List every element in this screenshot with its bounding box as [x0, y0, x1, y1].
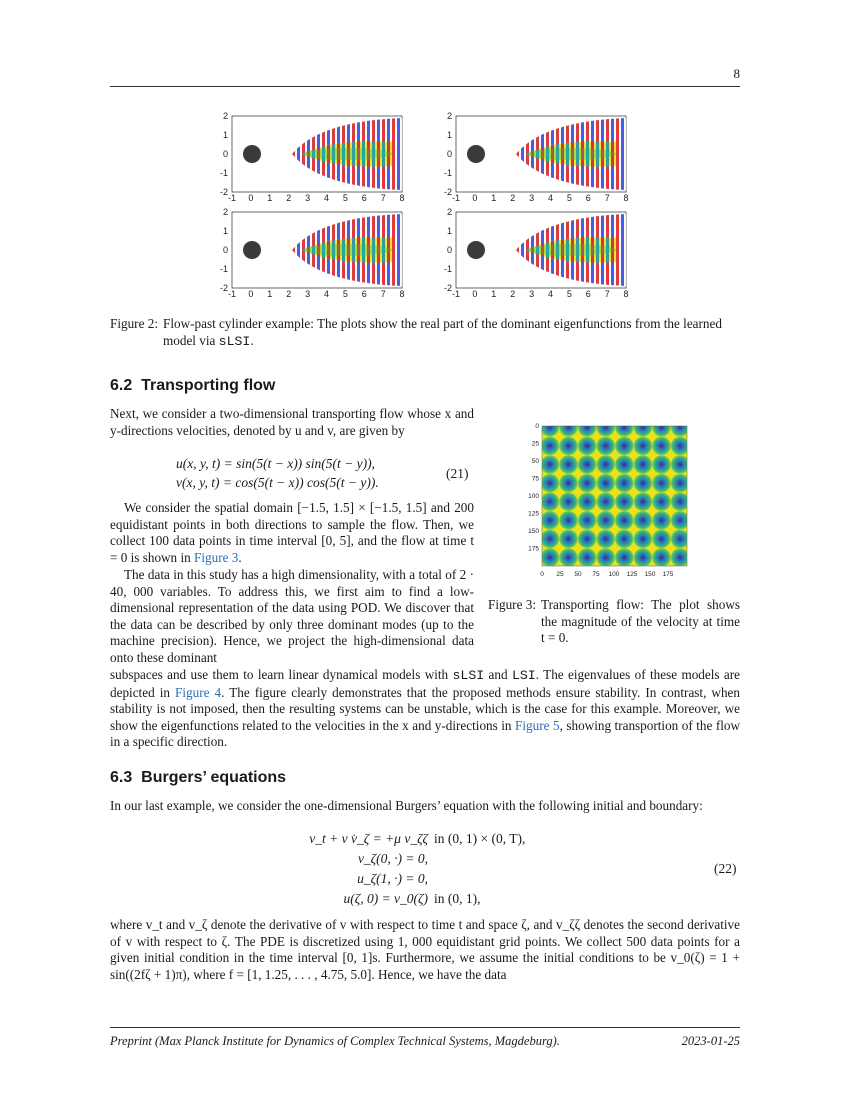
header-rule — [110, 86, 740, 87]
figure-5-link[interactable]: Figure 5 — [515, 717, 560, 733]
xtick: 2 — [286, 193, 292, 203]
equation-22-line-3: u_ζ(1, ·) = 0, — [357, 871, 428, 886]
equation-21-line-1: u(x, y, t) = sin(5(t − x)) sin(5(t − y)), — [176, 456, 376, 471]
xtick: 1 — [491, 193, 497, 203]
equation-22-line-4-rhs: in (0, 1), — [434, 891, 481, 906]
plot-bottom-right — [456, 212, 626, 288]
fig3-yticks — [528, 423, 539, 553]
footer-date: 2023-01-25 — [681, 1034, 740, 1048]
equation-21-number: (21) — [446, 466, 469, 481]
ytick: -2 — [443, 187, 452, 197]
xtick: 3 — [529, 193, 535, 203]
ytick: 125 — [528, 510, 539, 518]
section-6-3-paragraph-1: In our last example, we consider the one-dimensional Burgers’ equation with the following initial and boundary: — [110, 798, 703, 813]
page-number: 8 — [733, 66, 740, 81]
figure-3-caption — [488, 597, 740, 647]
xtick: 125 — [626, 571, 638, 578]
xtick: 0 — [472, 193, 478, 203]
xtick: 6 — [361, 289, 367, 299]
xtick: 0 — [248, 193, 254, 203]
xtick: 7 — [380, 193, 386, 203]
xtick: 175 — [662, 571, 674, 578]
xtick: 3 — [305, 193, 311, 203]
section-number: 6.3 — [110, 769, 133, 786]
caption-text: Transporting flow: The plot shows the magnitude of the velocity at time t = 0. — [541, 597, 740, 646]
caption-body — [163, 316, 740, 350]
caption-end: . — [250, 332, 254, 348]
section-6-3-heading — [110, 769, 286, 787]
equation-22-line-1-lhs: v_t + v v̇_ζ = +μ v_ζζ — [309, 831, 428, 846]
figure-2 — [220, 110, 640, 305]
xtick: 4 — [547, 193, 554, 203]
xtick: 5 — [566, 289, 572, 299]
xtick: 1 — [267, 193, 273, 203]
figure-2-caption — [110, 316, 740, 350]
figure-3-heatmap — [522, 418, 692, 583]
ytick: -2 — [220, 283, 228, 293]
ytick: 1 — [222, 130, 228, 140]
xtick: 6 — [585, 193, 591, 203]
p2-end: . — [238, 549, 242, 565]
ytick: 0 — [446, 149, 452, 159]
xtick: 0 — [248, 289, 254, 299]
footer-left: Preprint (Max Planck Institute for Dynamics of Complex Technical Systems, Magdeburg). — [110, 1034, 560, 1048]
section-title: Transporting flow — [141, 377, 276, 394]
ytick: 1 — [446, 130, 452, 140]
xtick: 50 — [574, 571, 582, 578]
xtick: 6 — [361, 193, 367, 203]
plot-bottom-left — [232, 212, 402, 288]
ytick: 1 — [446, 226, 452, 236]
ytick: 25 — [531, 440, 539, 448]
ytick: 0 — [535, 423, 539, 430]
fig3-xticks — [540, 571, 674, 578]
xtick: 150 — [644, 571, 656, 578]
p3b-text-2: and — [488, 667, 508, 682]
section-6-2-heading — [110, 377, 275, 395]
xtick: 0 — [472, 289, 478, 299]
xtick: 3 — [529, 289, 535, 299]
xtick: 25 — [556, 571, 564, 578]
plot-top-left — [232, 116, 402, 192]
section-6-2-paragraph-3a: The data in this study has a high dimensionality, with a total of 2 · 40, 000 variables. To address this, we first aim to find a low-dimensional representation of the data using POD. We discover that the data can be described by only three dominant modes (up to the machine precision). Hence, we project the high-dimensional data onto these dominant — [110, 567, 474, 665]
xtick: 7 — [604, 193, 610, 203]
ytick: 2 — [446, 207, 452, 217]
equation-22-line-4-lhs: u(ζ, 0) = v_0(ζ) — [343, 891, 428, 906]
caption-label: Figure 2: — [110, 316, 158, 331]
ytick: 0 — [446, 245, 452, 255]
xtick: 5 — [342, 193, 348, 203]
xtick: 2 — [286, 289, 292, 299]
p3b-code-lsi: LSI — [511, 668, 536, 683]
xtick: 8 — [399, 193, 405, 203]
ytick: 2 — [446, 111, 452, 121]
xtick: 8 — [623, 193, 629, 203]
xtick: 7 — [604, 289, 610, 299]
xtick: -1 — [227, 289, 237, 299]
p2-text: We consider the spatial domain [−1.5, 1.5] × [−1.5, 1.5] and 200 equidistant points in both directions to sample the flow. Then, we collect 100 data points in time interval [0, 5], and the flow at time t = 0 is shown in — [110, 500, 474, 565]
xtick: 7 — [380, 289, 386, 299]
p3b-text-1: subspaces and use them to learn linear dynamical models with — [110, 667, 449, 682]
figure-4-link[interactable]: Figure 4 — [175, 684, 222, 700]
ytick: 0 — [222, 149, 228, 159]
xtick: 1 — [267, 289, 273, 299]
xtick: 1 — [491, 289, 497, 299]
xtick: 4 — [323, 193, 330, 203]
section-title: Burgers’ equations — [141, 769, 287, 786]
equation-22-number: (22) — [714, 861, 737, 876]
xtick: 3 — [305, 289, 311, 299]
section-number: 6.2 — [110, 377, 133, 394]
figure-2-plots — [220, 110, 640, 305]
section-6-2-paragraph-1: Next, we consider a two-dimensional transporting flow whose x and y-directions velocities, denoted by u and v, are given by — [110, 406, 474, 438]
ytick: -2 — [443, 283, 452, 293]
fig2-yticks-left — [220, 111, 228, 293]
ytick: 2 — [222, 207, 228, 217]
plot-top-right — [456, 116, 626, 192]
xtick: 5 — [566, 193, 572, 203]
p3b-code-slsi: sLSI — [452, 668, 485, 683]
xtick: 75 — [592, 571, 600, 578]
heatmap-area — [542, 426, 687, 566]
caption-text: Flow-past cylinder example: The plots show the real part of the dominant eigenfunctions from the learned model via — [163, 316, 722, 348]
xtick: 5 — [342, 289, 348, 299]
section-6-2-paragraph-2 — [110, 500, 474, 566]
equation-22-line-2: v_ζ(0, ·) = 0, — [357, 851, 428, 866]
equation-21-line-2: v(x, y, t) = cos(5(t − x)) cos(5(t − y)). — [176, 475, 379, 490]
xtick: 2 — [510, 193, 516, 203]
ytick: -2 — [220, 187, 228, 197]
xtick: 2 — [510, 289, 516, 299]
section-6-3-paragraph-2: where v_t and v_ζ denote the derivative of v with respect to time t and space ζ, and v_ζζ denotes the second derivative of v with respect to ζ. The PDE is discretized using 1, 000 equidistant grid points. We collect 500 data points for a given initial condition in the time interval [0, 1]s. Furthermore, we assume the initial conditions to be v_0(ζ) = 1 + sin((2fζ + 1)π), where f = [1, 1.25, . . . , 4.75, 5.0]. Hence, we have the data — [110, 917, 740, 982]
xtick: -1 — [451, 193, 461, 203]
p3b-text-5: , showing transportion of the flow in a specific direction. — [110, 717, 741, 750]
xtick: 4 — [547, 289, 554, 299]
xtick: -1 — [451, 289, 461, 299]
figure-3 — [522, 418, 692, 583]
footer-rule — [110, 1027, 740, 1028]
ytick: -1 — [443, 264, 452, 274]
ytick: 0 — [222, 245, 228, 255]
ytick: 75 — [531, 475, 539, 483]
xtick: -1 — [227, 193, 237, 203]
ytick: 1 — [222, 226, 228, 236]
xtick: 0 — [540, 571, 544, 578]
caption-label: Figure 3: — [488, 597, 536, 612]
xtick: 8 — [399, 289, 405, 299]
equation-22-line-1-rhs: in (0, 1) × (0, T), — [434, 831, 526, 846]
ytick: 100 — [528, 493, 539, 500]
ytick: 50 — [531, 458, 539, 465]
section-6-2-paragraph-3b — [110, 667, 740, 751]
caption-code: sLSI — [218, 333, 251, 349]
figure-3-link[interactable]: Figure 3 — [194, 549, 239, 565]
xtick: 4 — [323, 289, 330, 299]
ytick: 2 — [222, 111, 228, 121]
xtick: 8 — [623, 289, 629, 299]
ytick: 150 — [528, 528, 539, 535]
ytick: 175 — [528, 545, 539, 553]
ytick: -1 — [220, 168, 228, 178]
fig2-yticks-right — [444, 111, 452, 293]
p3b-text-3: . The eigenvalues of these models are depicted in — [110, 667, 741, 700]
ytick: -1 — [220, 264, 228, 274]
xtick: 6 — [585, 289, 591, 299]
xtick: 100 — [608, 571, 620, 578]
p3b-text-4: . The figure clearly demonstrates that the proposed methods ensure stability. In contrast, when stability is not imposed, then the resulting systems can be unstable, which is the case for this example. Moreover, we show the eigenfunctions related to the velocities in the x and y-directions in — [110, 684, 740, 733]
ytick: -1 — [443, 168, 452, 178]
